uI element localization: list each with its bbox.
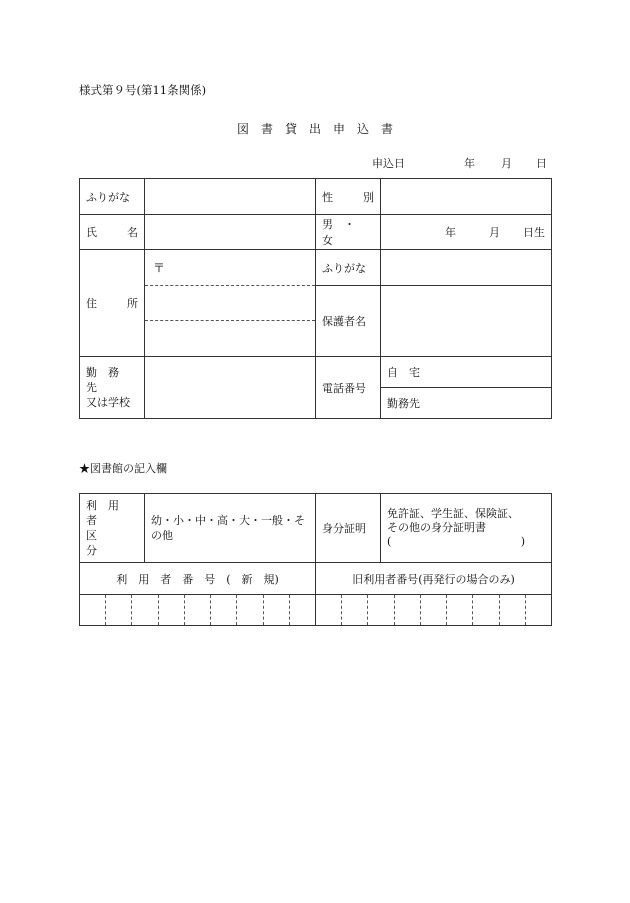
id-label: 身分証明 (316, 494, 381, 563)
dob-day: 日生 (523, 226, 545, 239)
application-date-day: 日 (536, 157, 547, 170)
phone-work-label: 勤務先 (387, 397, 420, 410)
guardian-furigana-label: ふりがな (316, 250, 381, 286)
id-options-1: 免許証、学生証、保険証、 (387, 507, 519, 520)
gender-field[interactable] (381, 179, 552, 215)
phone-home-label: 自 宅 (387, 366, 420, 379)
user-category-label (80, 494, 145, 563)
id-options-2: その他の身分証明書 (387, 521, 486, 534)
address-line-2 (145, 320, 315, 321)
address-label-a: 住 (86, 297, 97, 310)
user-category-label-1: 利 用 者 (86, 499, 130, 527)
applicant-table (79, 178, 552, 419)
name-label-a: 氏 (86, 226, 97, 239)
address-field[interactable] (145, 250, 316, 357)
name-label-b: 名 (127, 226, 138, 239)
id-options-open: ( (387, 535, 392, 548)
form-code: 様式第９号(第11条関係) (79, 83, 207, 97)
user-category-label-2: 区 分 (86, 529, 130, 557)
id-options[interactable] (381, 494, 552, 563)
new-user-number-label: 利 用 者 番 号 ( 新 規) (80, 563, 316, 595)
workplace-field[interactable] (145, 357, 316, 419)
application-date-label: 申込日 (372, 157, 405, 170)
workplace-label (80, 357, 145, 419)
gender-options[interactable]: 男 ・ 女 (316, 215, 381, 250)
postal-mark-icon: 〒 (153, 261, 166, 275)
phone-label: 電話番号 (316, 357, 381, 419)
gender-label-b: 別 (363, 190, 374, 204)
workplace-label-1: 勤 務 先 (86, 366, 130, 394)
application-date-year: 年 (464, 157, 475, 170)
page-title: 図 書 貸 出 申 込 書 (236, 122, 393, 136)
new-user-number-field[interactable] (80, 595, 316, 626)
address-line-1 (145, 285, 315, 286)
library-section-heading: ★図書館の記入欄 (79, 462, 167, 475)
guardian-furigana-field[interactable] (381, 250, 552, 286)
dob-month: 月 (489, 226, 500, 239)
id-options-other[interactable] (387, 535, 545, 549)
phone-work-field[interactable] (381, 388, 552, 419)
application-date-month: 月 (501, 157, 512, 170)
address-label (80, 250, 145, 357)
gender-label (316, 179, 381, 215)
dob-field[interactable] (381, 215, 552, 250)
gender-label-a: 性 (322, 190, 333, 204)
workplace-label-2: 又は学校 (86, 396, 130, 409)
id-options-close: ) (520, 535, 525, 548)
furigana-field[interactable] (145, 179, 316, 215)
old-user-number-label: 旧利用者番号(再発行の場合のみ) (316, 563, 552, 595)
name-field[interactable] (145, 215, 316, 250)
old-user-number-field[interactable] (316, 595, 552, 626)
address-label-b: 所 (127, 297, 138, 310)
phone-home-field[interactable] (381, 357, 552, 388)
library-table (79, 493, 552, 626)
furigana-label: ふりがな (80, 179, 145, 215)
guardian-label: 保護者名 (316, 286, 381, 357)
dob-year: 年 (445, 226, 456, 239)
guardian-field[interactable] (381, 286, 552, 357)
name-label (80, 215, 145, 250)
application-date-row (360, 155, 550, 169)
user-category-options[interactable]: 幼・小・中・高・大・一般・その他 (145, 494, 316, 563)
